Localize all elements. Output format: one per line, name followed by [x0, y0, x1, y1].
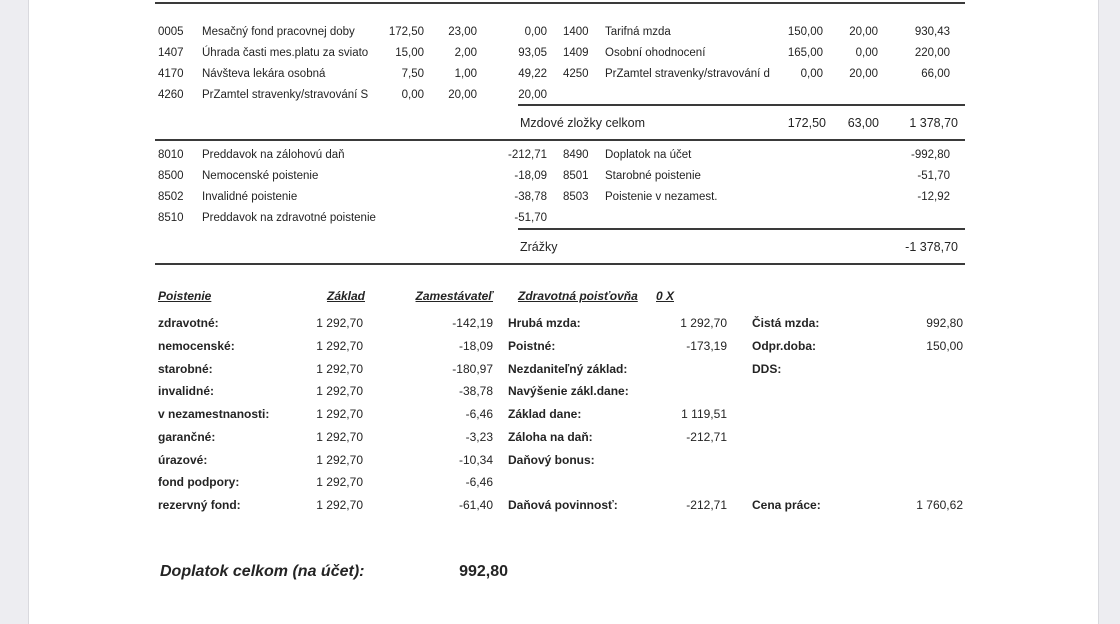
- summary-row: [0, 358, 1120, 380]
- summary-label: Záloha na daň:: [508, 429, 593, 444]
- insurance-employer-amount: -6,46: [465, 475, 493, 490]
- insurance-employer-amount: -38,78: [458, 384, 493, 399]
- wage-total-amount: 1 378,70: [909, 116, 958, 130]
- wage-item-label: Úhrada časti mes.platu za sviato: [202, 47, 369, 59]
- insurance-employer-amount: -3,23: [465, 429, 493, 444]
- summary-label: Daňová povinnosť:: [508, 498, 618, 512]
- wage-item-amount: 66,00: [921, 68, 950, 80]
- health-insurer-value: 0 X: [656, 289, 675, 303]
- insurance-base: 1 292,70: [316, 384, 363, 399]
- wage-item-code: 4260: [158, 89, 184, 101]
- insurance-base: 1 292,70: [316, 429, 363, 444]
- wage-item-hours: 172,50: [388, 26, 424, 38]
- wage-item-hours: 15,00: [395, 47, 424, 59]
- wage-item-amount: 220,00: [914, 47, 950, 59]
- deduction-code: 8500: [158, 170, 184, 182]
- wage-item-hours: 0,00: [800, 68, 823, 80]
- insurance-employer-amount: -180,97: [452, 361, 493, 376]
- labour-cost-label: Cena práce:: [752, 498, 821, 512]
- wage-item-amount: 0,00: [524, 26, 547, 38]
- wage-item-code: 1407: [158, 47, 184, 59]
- deduction-label: Preddavok na zdravotné poistenie: [202, 212, 376, 224]
- wage-item-hours: 0,00: [401, 89, 424, 101]
- deduction-code: 8502: [158, 191, 184, 203]
- wage-item-label: Osobní ohodnocení: [605, 47, 706, 59]
- insurance-header-base: Základ: [326, 289, 365, 303]
- net-payout-label: Doplatok celkom (na účet):: [160, 563, 365, 580]
- summary-value: 150,00: [926, 338, 963, 353]
- wage-item-days: 1,00: [454, 68, 477, 80]
- insurance-base: 1 292,70: [316, 452, 363, 467]
- deduction-label: Preddavok na zálohovú daň: [202, 149, 345, 161]
- wage-item-label: PrZamtel stravenky/stravování d: [605, 68, 770, 80]
- insurance-employer-amount: -6,46: [465, 407, 493, 421]
- wage-item-hours: 150,00: [787, 26, 823, 38]
- summary-label: Hrubá mzda:: [508, 316, 581, 330]
- deduction-total-amount: -1 378,70: [905, 240, 958, 254]
- deduction-label: Poistenie v nezamest.: [605, 191, 718, 203]
- health-insurer-label: Zdravotná poisťovňa: [518, 289, 638, 303]
- wage-item-label: Návšteva lekára osobná: [202, 68, 326, 80]
- wage-item-days: 23,00: [448, 26, 477, 38]
- insurance-base: 1 292,70: [316, 361, 363, 376]
- insurance-employer-amount: -18,09: [458, 338, 493, 353]
- wage-item-days: 0,00: [855, 47, 878, 59]
- insurance-type-label: zdravotné:: [158, 316, 219, 330]
- insurance-type-label: invalidné:: [158, 384, 215, 399]
- insurance-type-label: rezervný fond:: [158, 498, 241, 512]
- deduction-code: 8510: [158, 212, 184, 224]
- insurance-base: 1 292,70: [316, 338, 363, 353]
- wage-item-code: 4250: [563, 68, 589, 80]
- insurance-base: 1 292,70: [316, 407, 363, 421]
- deduction-amount: -38,78: [514, 191, 547, 203]
- summary-label: Základ dane:: [508, 407, 582, 421]
- deduction-code: 8503: [563, 191, 589, 203]
- insurance-type-label: garančné:: [158, 429, 216, 444]
- wage-item-code: 4170: [158, 68, 184, 80]
- deduction-amount: -992,80: [910, 149, 950, 161]
- wage-item-code: 1409: [563, 47, 589, 59]
- summary-row: [0, 335, 1120, 357]
- net-payout-value: 992,80: [459, 563, 508, 580]
- insurance-type-label: starobné:: [158, 361, 213, 376]
- wage-item-amount: 20,00: [518, 89, 547, 101]
- wage-item-amount: 93,05: [518, 47, 547, 59]
- summary-label: DDS:: [752, 361, 782, 376]
- summary-label: Daňový bonus:: [508, 452, 595, 467]
- insurance-type-label: úrazové:: [158, 452, 208, 467]
- labour-cost-row: [0, 494, 1120, 516]
- deduction-label: Doplatok na účet: [605, 149, 692, 161]
- summary-row: [0, 312, 1120, 334]
- wage-item-code: 0005: [158, 26, 184, 38]
- deduction-label: Nemocenské poistenie: [202, 170, 319, 182]
- summary-value: 1 292,70: [680, 316, 727, 330]
- summary-value: -212,71: [686, 498, 727, 512]
- wage-item-days: 2,00: [454, 47, 477, 59]
- deduction-amount: -12,92: [917, 191, 950, 203]
- deduction-label: Invalidné poistenie: [202, 191, 298, 203]
- deduction-label: Starobné poistenie: [605, 170, 701, 182]
- summary-label: Navýšenie zákl.dane:: [508, 384, 629, 399]
- wage-total-days: 63,00: [847, 116, 879, 130]
- wage-item-hours: 165,00: [787, 47, 823, 59]
- wage-item-label: Mesačný fond pracovnej doby: [202, 26, 355, 38]
- insurance-type-label: fond podpory:: [158, 475, 240, 490]
- wage-total-hours: 172,50: [787, 116, 826, 130]
- wage-item-days: 20,00: [448, 89, 477, 101]
- insurance-employer-amount: -61,40: [458, 498, 493, 512]
- deduction-amount: -212,71: [507, 149, 547, 161]
- wage-item-code: 1400: [563, 26, 589, 38]
- wage-item-amount: 930,43: [914, 26, 950, 38]
- summary-label: Poistné:: [508, 338, 556, 353]
- deduction-code: 8010: [158, 149, 184, 161]
- insurance-base: 1 292,70: [316, 316, 363, 330]
- wage-item-hours: 7,50: [401, 68, 424, 80]
- wage-item-label: Tarifná mzda: [605, 26, 671, 38]
- labour-cost-value: 1 760,62: [916, 498, 963, 512]
- summary-label: Nezdaniteľný základ:: [508, 361, 628, 376]
- insurance-base: 1 292,70: [316, 475, 363, 490]
- summary-value: -212,71: [686, 429, 727, 444]
- insurance-header-employer: Zamestávateľ: [415, 289, 493, 303]
- wage-item-days: 20,00: [849, 26, 878, 38]
- insurance-employer-amount: -10,34: [458, 452, 493, 467]
- summary-value: 992,80: [926, 316, 963, 330]
- deduction-code: 8501: [563, 170, 589, 182]
- summary-value: -173,19: [686, 338, 727, 353]
- deduction-amount: -51,70: [514, 212, 547, 224]
- insurance-base: 1 292,70: [316, 498, 363, 512]
- deduction-code: 8490: [563, 149, 589, 161]
- deduction-amount: -51,70: [917, 170, 950, 182]
- wage-item-amount: 49,22: [518, 68, 547, 80]
- summary-label: Odpr.doba:: [752, 338, 816, 353]
- summary-value: 1 119,51: [681, 407, 727, 421]
- insurance-header-name: Poistenie: [158, 289, 212, 303]
- deduction-amount: -18,09: [514, 170, 547, 182]
- wage-total-label: Mzdové zložky celkom: [520, 116, 646, 130]
- deduction-total-label: Zrážky: [520, 240, 558, 254]
- insurance-type-label: v nezamestnanosti:: [158, 407, 270, 421]
- insurance-employer-amount: -142,19: [452, 316, 493, 330]
- wage-item-days: 20,00: [849, 68, 878, 80]
- net-payout-row: [0, 560, 1120, 584]
- summary-label: Čistá mzda:: [752, 316, 820, 330]
- wage-item-label: PrZamtel stravenky/stravování S: [202, 89, 369, 101]
- insurance-type-label: nemocenské:: [158, 338, 235, 353]
